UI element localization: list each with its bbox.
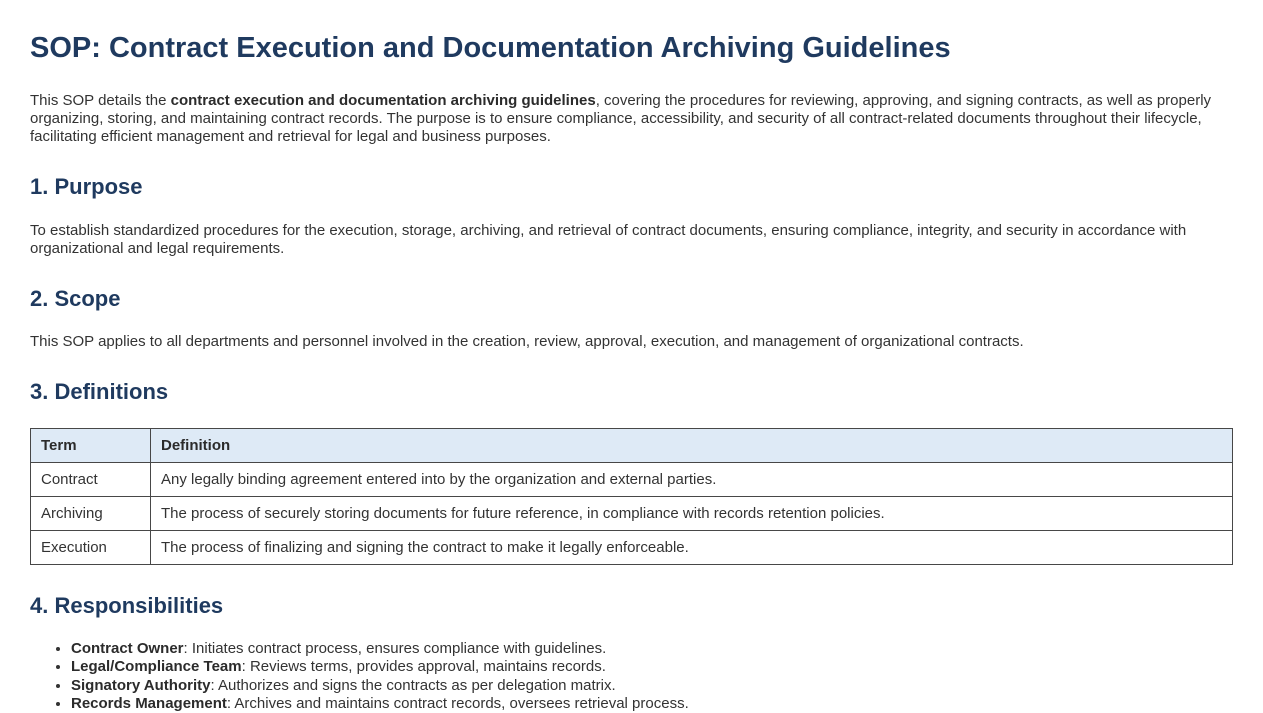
list-separator: : bbox=[183, 640, 192, 658]
term-cell: Contract bbox=[31, 462, 151, 496]
definitions-table-head bbox=[31, 428, 1233, 462]
scope-paragraph: This SOP applies to all departments and personnel involved in the creation, review, approval, execution, and management of organizational contracts. bbox=[30, 332, 1024, 350]
responsibilities-list bbox=[30, 640, 1233, 713]
list-item bbox=[71, 640, 1233, 658]
definition-cell: Any legally binding agreement entered into by the organization and external parties. bbox=[151, 462, 1233, 496]
intro-paragraph bbox=[30, 92, 1233, 146]
table-row bbox=[31, 530, 1233, 564]
section-heading-scope: 2. Scope bbox=[30, 285, 121, 311]
section-heading-purpose: 1. Purpose bbox=[30, 174, 143, 200]
role-name: Legal/Compliance Team bbox=[71, 658, 242, 676]
page-title: SOP: Contract Execution and Documentation Archiving Guidelines bbox=[30, 32, 951, 64]
definition-cell: The process of securely storing documents for future reference, in compliance with records retention policies. bbox=[151, 496, 1233, 530]
definitions-table bbox=[30, 428, 1233, 565]
table-row bbox=[31, 462, 1233, 496]
list-separator: : bbox=[241, 658, 250, 676]
role-description: Reviews terms, provides approval, maintains records. bbox=[249, 658, 606, 676]
role-description: Archives and maintains contract records, oversees retrieval process. bbox=[234, 694, 689, 712]
role-description: Initiates contract process, ensures compliance with guidelines. bbox=[191, 640, 607, 658]
list-item bbox=[71, 695, 1233, 713]
intro-text-after: , covering the procedures for reviewing, approving, and signing contracts, as well as properly organizing, storing, and maintaining contract records. The purpose is to ensure compliance, accessibility, and security of all contract-related documents throughout their lifecycle, facilitating efficient management and retrieval for legal and business purposes. bbox=[30, 92, 1212, 146]
table-header-row bbox=[31, 428, 1233, 462]
role-name: Signatory Authority bbox=[71, 676, 211, 694]
table-header-term: Term bbox=[31, 428, 151, 462]
purpose-paragraph: To establish standardized procedures for the execution, storage, archiving, and retrieval of contract documents, ensuring compliance, integrity, and security in accordance with organizational and legal requirements. bbox=[30, 221, 1187, 257]
list-item bbox=[71, 677, 1233, 695]
section-heading-definitions: 3. Definitions bbox=[30, 378, 169, 404]
list-item bbox=[71, 658, 1233, 676]
definitions-table-body bbox=[31, 462, 1233, 564]
section-heading-responsibilities: 4. Responsibilities bbox=[30, 592, 224, 618]
role-name: Records Management bbox=[71, 694, 227, 712]
table-header-definition: Definition bbox=[151, 428, 1233, 462]
definition-cell: The process of finalizing and signing the contract to make it legally enforceable. bbox=[151, 530, 1233, 564]
intro-text-bold: contract execution and documentation archiving guidelines bbox=[170, 92, 596, 110]
role-description: Authorizes and signs the contracts as per delegation matrix. bbox=[217, 676, 616, 694]
list-separator: : bbox=[210, 676, 218, 694]
list-separator: : bbox=[226, 694, 235, 712]
table-row bbox=[31, 496, 1233, 530]
role-name: Contract Owner bbox=[71, 640, 184, 658]
term-cell: Archiving bbox=[31, 496, 151, 530]
term-cell: Execution bbox=[31, 530, 151, 564]
intro-text-before: This SOP details the bbox=[30, 92, 171, 110]
